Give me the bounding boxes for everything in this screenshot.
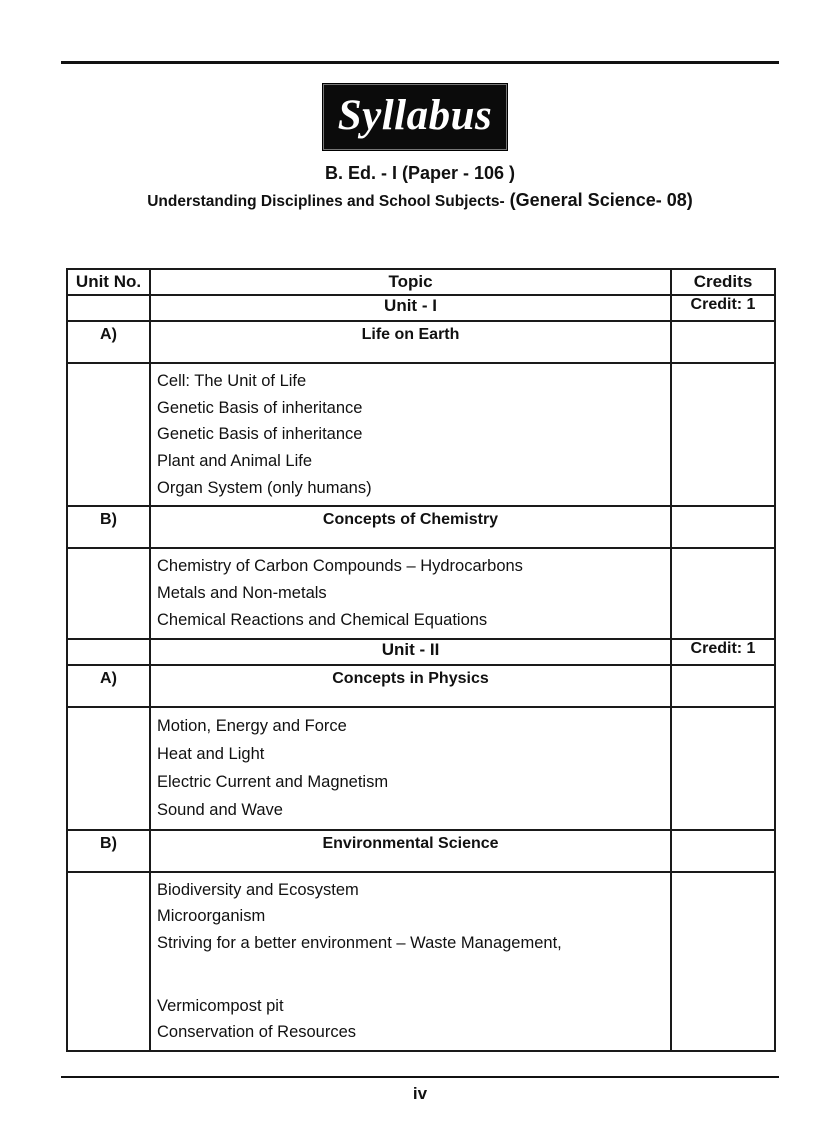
topics-credit-cell	[671, 872, 775, 1051]
section-title: Concepts in Physics	[150, 665, 671, 707]
page-number: iv	[412, 1084, 428, 1103]
section-credit-cell	[671, 665, 775, 707]
section-unit-no: A)	[67, 665, 150, 707]
top-rule	[61, 61, 779, 64]
syllabus-table	[66, 268, 776, 1052]
topics-row	[67, 707, 775, 830]
topics-credit-cell	[671, 548, 775, 638]
section-row	[67, 830, 775, 872]
list-item: Chemistry of Carbon Compounds – Hydrocarbons	[157, 557, 523, 576]
section-unit-no: B)	[67, 830, 150, 872]
topics-list	[150, 548, 671, 638]
syllabus-title-banner	[323, 84, 507, 150]
section-title: Life on Earth	[150, 321, 671, 363]
section-credit-cell	[671, 321, 775, 363]
unit-row	[67, 295, 775, 321]
topics-row	[67, 872, 775, 1051]
unit-no-cell	[67, 295, 150, 321]
list-item: Plant and Animal Life	[157, 452, 313, 471]
list-item: Striving for a better environment – Waste Management,	[157, 934, 562, 953]
unit-no-cell	[67, 639, 150, 665]
table-header-row	[67, 269, 775, 295]
list-item: Sound and Wave	[157, 801, 283, 820]
section-credit-cell	[671, 506, 775, 548]
subject-heading	[0, 190, 840, 211]
list-item: Vermicompost pit	[157, 996, 284, 1015]
list-item: Cell: The Unit of Life	[157, 372, 307, 390]
course-heading: B. Ed. - I (Paper - 106 )	[324, 163, 516, 183]
topics-credit-cell	[671, 363, 775, 506]
topics-row	[67, 548, 775, 638]
header-unit-no: Unit No.	[67, 269, 150, 295]
list-item: Microorganism	[157, 907, 266, 926]
unit-row	[67, 639, 775, 665]
unit-label: Unit - I	[150, 295, 671, 321]
section-row	[67, 665, 775, 707]
bottom-rule	[61, 1076, 779, 1078]
unit-credit: Credit: 1	[671, 295, 775, 321]
subject-prefix: Understanding Disciplines and School Subjects-	[147, 193, 505, 210]
header-topic: Topic	[150, 269, 671, 295]
list-item: Motion, Energy and Force	[157, 716, 347, 735]
section-row	[67, 506, 775, 548]
topics-list	[150, 707, 671, 830]
unit-credit: Credit: 1	[671, 639, 775, 665]
topics-unit-no-cell	[67, 707, 150, 830]
list-item: Heat and Light	[157, 744, 265, 763]
section-row	[67, 321, 775, 363]
section-unit-no: A)	[67, 321, 150, 363]
topics-unit-no-cell	[67, 363, 150, 506]
blank-line	[157, 957, 670, 993]
list-item: Conservation of Resources	[157, 1023, 357, 1042]
header-credits: Credits	[671, 269, 775, 295]
list-item: Electric Current and Magnetism	[157, 773, 389, 792]
list-item: Genetic Basis of inheritance	[157, 398, 363, 417]
list-item: Biodiversity and Ecosystem	[157, 880, 359, 899]
list-item: Metals and Non-metals	[157, 584, 327, 603]
topics-credit-cell	[671, 707, 775, 830]
topics-row	[67, 363, 775, 506]
topics-list	[150, 363, 671, 506]
subject-suffix: (General Science- 08)	[504, 190, 693, 210]
topics-unit-no-cell	[67, 548, 150, 638]
page-title: Syllabus	[337, 91, 493, 139]
topics-list	[150, 872, 671, 1051]
section-credit-cell	[671, 830, 775, 872]
section-title: Concepts of Chemistry	[150, 506, 671, 548]
unit-label: Unit - II	[150, 639, 671, 665]
section-title: Environmental Science	[150, 830, 671, 872]
section-unit-no: B)	[67, 506, 150, 548]
list-item: Chemical Reactions and Chemical Equations	[157, 610, 488, 629]
list-item: Organ System (only humans)	[157, 478, 372, 497]
topics-unit-no-cell	[67, 872, 150, 1051]
list-item: Genetic Basis of inheritance	[157, 425, 363, 444]
